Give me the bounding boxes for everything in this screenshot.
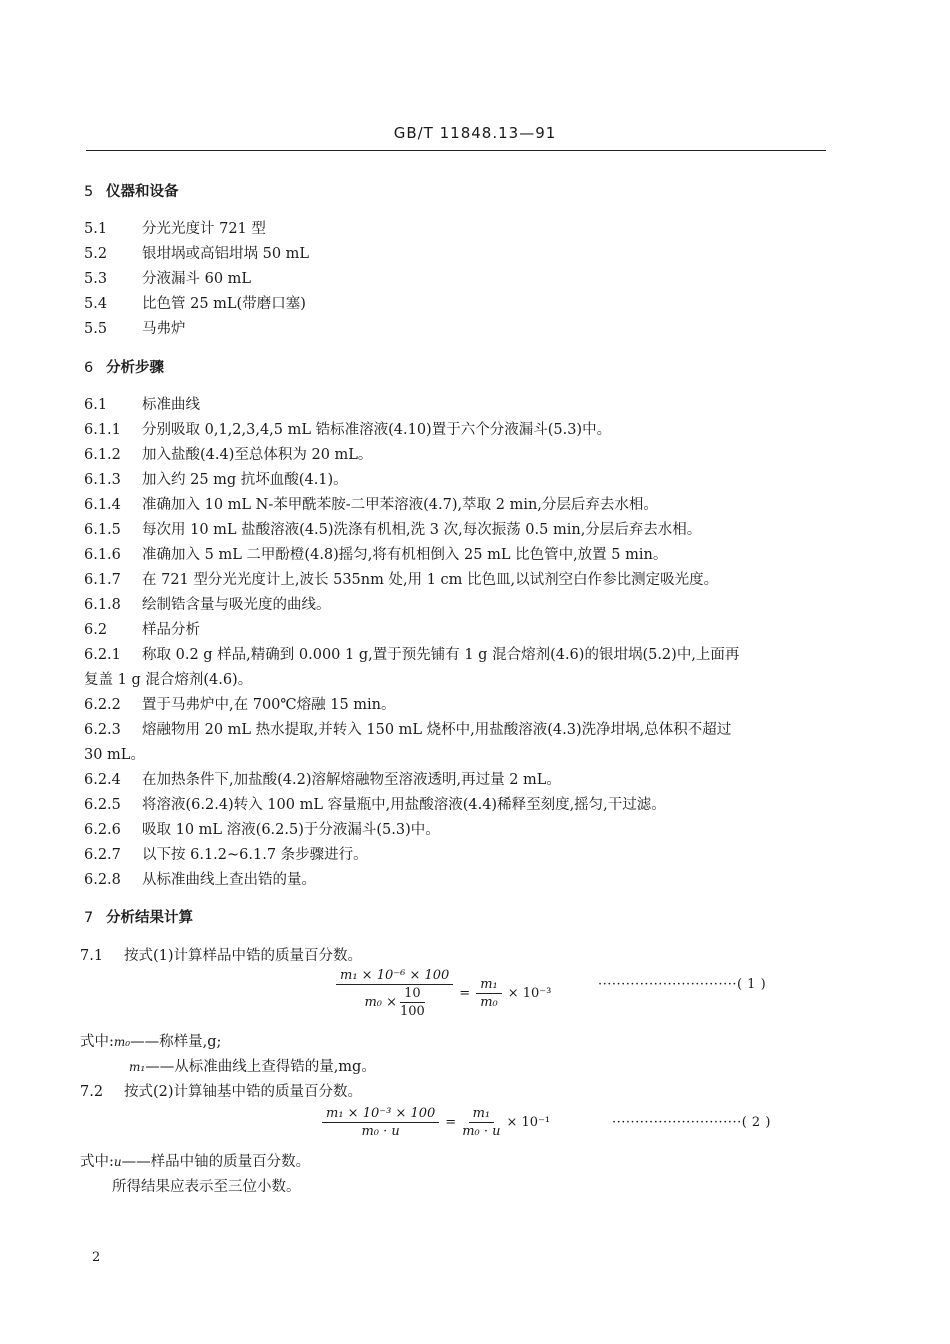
clause-text: 按式(1)计算样品中锆的质量百分数。 [124,948,363,964]
clause-number: 6.2.1 [84,647,121,663]
section-6-heading [84,358,164,378]
clause-text: 在 721 型分光光度计上,波长 535nm 处,用 1 cm 比色皿,以试剂空白作参比测定吸光度。 [142,572,719,588]
clause-6-1-2 [84,445,372,465]
clause-number: 6.2.3 [84,722,121,738]
clause-text: 马弗炉 [142,321,186,337]
section-number: 7 [84,910,94,926]
clause-number: 6.1.3 [84,472,121,488]
eq1-inner-fraction [400,986,425,1019]
clause-6-2-1 [84,645,739,665]
clause-5-1 [84,219,266,239]
clause-text: 从标准曲线上查出锆的量。 [142,872,316,888]
precision-note: 所得结果应表示至三位小数。 [112,1179,301,1195]
clause-text: 熔融物用 20 mL 热水提取,并转入 150 mL 烧杯中,用盐酸溶液(4.3)洗净坩埚,总体积不超过 [142,722,732,738]
equation-2 [322,1106,550,1139]
clause-text: 加入约 25 mg 抗坏血酸(4.1)。 [142,472,348,488]
equation-2-number: ····························( 2 ) [612,1115,771,1130]
definition-text: ——从标准曲线上查得锆的量,mg。 [145,1059,376,1075]
clause-text: 将溶液(6.2.4)转入 100 mL 容量瓶中,用盐酸溶液(4.4)稀释至刻度,摇匀,干过滤。 [142,797,666,813]
section-title: 分析步骤 [106,360,164,376]
clause-6-1 [84,395,200,415]
clause-number: 5.4 [84,296,108,312]
equals-sign: = [459,986,471,1001]
clause-6-2-7 [84,845,368,865]
clause-text: 按式(2)计算铀基中锆的质量百分数。 [124,1084,363,1100]
clause-7-2 [80,1082,362,1102]
clause-6-2-8 [84,870,316,890]
definition-text: ——称样量,g; [130,1034,222,1050]
clause-6-2-1-continued: 复盖 1 g 混合熔剂(4.6)。 [84,672,253,688]
eq1-inner-denominator: 100 [400,1004,425,1019]
clause-5-4 [84,294,306,314]
clause-text: 以下按 6.1.2~6.1.7 条步骤进行。 [142,847,368,863]
clause-number: 6.1.8 [84,597,121,613]
clause-text: 准确加入 10 mL N-苯甲酰苯胺-二甲苯溶液(4.7),萃取 2 min,分层后弃去水相。 [142,497,658,513]
clause-number: 6.1.4 [84,497,121,513]
clause-5-5 [84,319,186,339]
clause-text: 在加热条件下,加盐酸(4.2)溶解熔融物至溶液透明,再过量 2 mL。 [142,772,561,788]
clause-text: 分光光度计 721 型 [142,221,266,237]
eq2-rhs-tail: × 10⁻¹ [506,1115,551,1130]
eq1-inner-numerator: 10 [400,986,425,1003]
clause-number: 6.1.6 [84,547,121,563]
clause-number: 5.2 [84,246,108,262]
header-rule [86,150,826,151]
clause-number: 6.1 [84,397,108,413]
clause-text: 分别吸取 0,1,2,3,4,5 mL 锆标准溶液(4.10)置于六个分液漏斗(5.3)中。 [142,422,612,438]
eq1-lhs-fraction [336,968,453,1019]
clause-5-3 [84,269,251,289]
eq2-lhs-numerator: m₁ × 10⁻³ × 100 [322,1106,439,1123]
equation-1-number: ······························( 1 ) [598,977,767,992]
clause-6-1-5 [84,520,701,540]
clause-text: 分液漏斗 60 mL [142,271,252,287]
clause-6-2-3 [84,720,731,740]
eq2-lhs-denominator: m₀ · u [361,1124,400,1139]
where-u [80,1152,310,1172]
clause-number: 6.2.2 [84,697,121,713]
eq2-rhs-denominator: m₀ · u [462,1124,501,1139]
clause-number: 6.1.7 [84,572,121,588]
where-m0 [80,1032,221,1052]
clause-text: 加入盐酸(4.4)至总体积为 20 mL。 [142,447,373,463]
equals-sign: = [445,1115,457,1130]
clause-text: 银坩埚或高铝坩埚 50 mL [142,246,310,262]
clause-text: 标准曲线 [142,397,200,413]
clause-number: 6.2.7 [84,847,121,863]
where-lead: 式中: [80,1154,114,1170]
clause-6-1-3 [84,470,348,490]
eq1-rhs-numerator: m₁ [476,977,502,994]
clause-6-2-5 [84,795,666,815]
clause-7-1 [80,946,362,966]
clause-number: 5.5 [84,321,108,337]
document-header: GB/T 11848.13—91 [393,124,557,142]
eq2-rhs-numerator: m₁ [469,1106,495,1123]
clause-6-1-8 [84,595,331,615]
clause-text: 置于马弗炉中,在 700℃熔融 15 min。 [142,697,396,713]
section-number: 5 [84,184,94,200]
clause-6-1-6 [84,545,667,565]
clause-number: 6.2.4 [84,772,121,788]
clause-6-2 [84,620,200,640]
clause-text: 准确加入 5 mL 二甲酚橙(4.8)摇匀,将有机相倒入 25 mL 比色管中,放置 5 min。 [142,547,668,563]
clause-number: 6.2 [84,622,108,638]
eq1-rhs-fraction [476,977,502,1010]
eq2-rhs-fraction [462,1106,500,1139]
clause-6-1-7 [84,570,718,590]
clause-text: 绘制锆含量与吸光度的曲线。 [142,597,331,613]
section-title: 仪器和设备 [106,184,179,200]
symbol: m₀ [113,1035,131,1049]
clause-number: 6.2.5 [84,797,121,813]
clause-text: 称取 0.2 g 样品,精确到 0.000 1 g,置于预先铺有 1 g 混合熔剂(4.6)的银坩埚(5.2)中,上面再 [142,647,740,663]
clause-text: 吸取 10 mL 溶液(6.2.5)于分液漏斗(5.3)中。 [142,822,440,838]
clause-text: 每次用 10 mL 盐酸溶液(4.5)洗涤有机相,洗 3 次,每次振荡 0.5 min,分层后弃去水相。 [142,522,702,538]
where-m1 [129,1057,376,1077]
clause-text: 样品分析 [142,622,200,638]
symbol: u [113,1155,122,1169]
section-5-heading [84,182,179,202]
clause-6-2-6 [84,820,440,840]
clause-number: 6.1.1 [84,422,121,438]
where-lead: 式中: [80,1034,114,1050]
section-title: 分析结果计算 [106,910,193,926]
eq1-rhs-tail: × 10⁻³ [507,986,552,1001]
clause-6-2-4 [84,770,561,790]
clause-6-2-2 [84,695,396,715]
clause-6-1-4 [84,495,658,515]
eq1-lhs-denominator [364,985,424,1019]
eq1-lhs-numerator: m₁ × 10⁻⁶ × 100 [336,968,453,985]
section-7-heading [84,908,193,928]
eq2-lhs-fraction [322,1106,439,1139]
clause-number: 6.2.6 [84,822,121,838]
clause-text: 比色管 25 mL(带磨口塞) [142,296,306,312]
clause-number: 7.2 [80,1084,104,1100]
eq1-lhs-den-term: m₀ × [364,995,398,1010]
clause-number: 6.2.8 [84,872,121,888]
page-number: 2 [92,1250,101,1265]
eq1-rhs-denominator: m₀ [480,995,498,1010]
clause-number: 6.1.2 [84,447,121,463]
clause-number: 5.1 [84,221,108,237]
clause-number: 5.3 [84,271,108,287]
symbol: m₁ [129,1060,146,1074]
clause-number: 7.1 [80,948,104,964]
clause-6-1-1 [84,420,611,440]
clause-number: 6.1.5 [84,522,121,538]
section-number: 6 [84,360,94,376]
equation-1 [336,968,551,1019]
clause-6-2-3-continued: 30 mL。 [84,747,145,763]
clause-5-2 [84,244,309,264]
definition-text: ——样品中铀的质量百分数。 [121,1154,311,1170]
